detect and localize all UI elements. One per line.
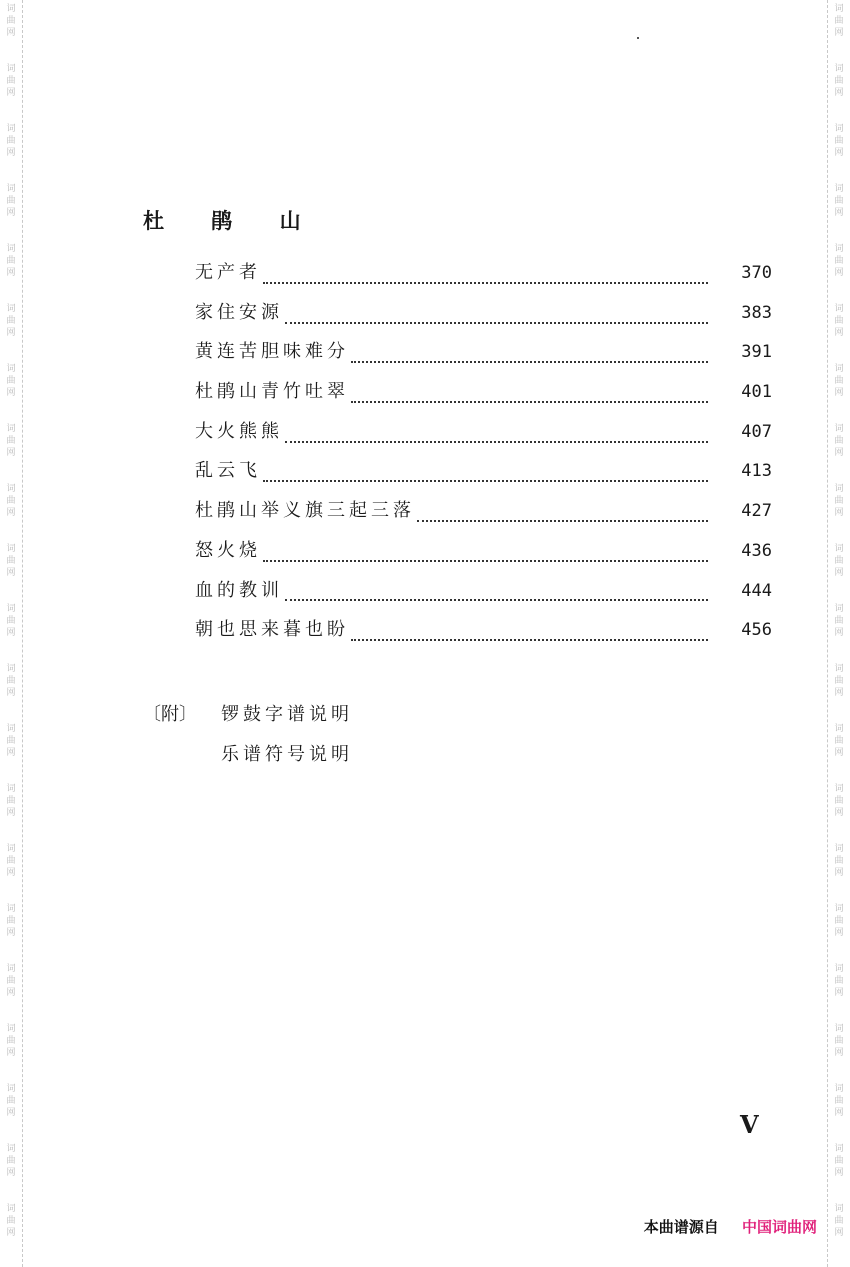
watermark-block [828, 963, 850, 999]
watermark-block [828, 1023, 850, 1059]
watermark-glyph: 词 [834, 64, 844, 74]
watermark-block [0, 363, 22, 399]
watermark-block [828, 603, 850, 639]
toc-entry-page: 444 [741, 580, 772, 601]
watermark-glyph: 词 [6, 124, 16, 134]
toc-leader-dots [285, 589, 708, 601]
toc-entry-title: 黄连苦胆味难分 [195, 341, 349, 363]
watermark-glyph: 网 [834, 208, 844, 218]
watermark-glyph: 曲 [834, 916, 844, 926]
watermark-glyph: 曲 [6, 436, 16, 446]
watermark-block [828, 663, 850, 699]
watermark-glyph: 词 [834, 1144, 844, 1154]
watermark-glyph: 曲 [6, 136, 16, 146]
watermark-glyph: 词 [834, 784, 844, 794]
watermark-glyph: 词 [834, 424, 844, 434]
watermark-glyph: 词 [834, 544, 844, 554]
toc-row[interactable] [195, 456, 772, 496]
watermark-glyph: 网 [6, 328, 16, 338]
toc-entry-page: 427 [741, 501, 772, 522]
page-numeral: V [740, 1110, 759, 1139]
watermark-glyph: 曲 [834, 1216, 844, 1226]
watermark-block [828, 1203, 850, 1239]
watermark-glyph: 词 [834, 1084, 844, 1094]
toc-entry-title: 血的教训 [195, 579, 283, 601]
appendix-line[interactable] [143, 700, 353, 740]
watermark-block [0, 243, 22, 279]
watermark-glyph: 曲 [834, 436, 844, 446]
watermark-glyph: 词 [6, 1204, 16, 1214]
watermark-glyph: 曲 [834, 1096, 844, 1106]
watermark-glyph: 词 [834, 964, 844, 974]
watermark-glyph: 网 [6, 1228, 16, 1238]
watermark-block [0, 63, 22, 99]
toc-row[interactable] [195, 258, 772, 298]
watermark-block [0, 663, 22, 699]
watermark-glyph: 网 [834, 508, 844, 518]
watermark-glyph: 曲 [834, 856, 844, 866]
watermark-glyph: 曲 [6, 1096, 16, 1106]
watermark-glyph: 曲 [6, 496, 16, 506]
watermark-glyph: 曲 [6, 76, 16, 86]
watermark-glyph: 词 [6, 544, 16, 554]
watermark-glyph: 词 [6, 904, 16, 914]
watermark-glyph: 网 [6, 988, 16, 998]
table-of-contents [195, 258, 772, 655]
watermark-block [0, 1023, 22, 1059]
watermark-block [0, 1203, 22, 1239]
watermark-glyph: 词 [834, 304, 844, 314]
toc-leader-dots [417, 510, 708, 522]
watermark-block [828, 123, 850, 159]
toc-entry-page: 383 [741, 302, 772, 323]
watermark-glyph: 词 [6, 1024, 16, 1034]
watermark-glyph: 词 [834, 664, 844, 674]
toc-entry-page: 413 [741, 461, 772, 482]
toc-row[interactable] [195, 536, 772, 576]
watermark-block [828, 783, 850, 819]
watermark-glyph: 词 [6, 964, 16, 974]
toc-entry-page: 391 [741, 342, 772, 363]
watermark-glyph: 曲 [6, 256, 16, 266]
watermark-block [0, 1143, 22, 1179]
watermark-glyph: 曲 [834, 16, 844, 26]
watermark-block [0, 543, 22, 579]
watermark-glyph: 网 [6, 208, 16, 218]
watermark-glyph: 曲 [834, 256, 844, 266]
watermark-glyph: 网 [834, 628, 844, 638]
watermark-glyph: 曲 [834, 556, 844, 566]
toc-entry-title: 乱云飞 [195, 460, 261, 482]
watermark-glyph: 曲 [834, 316, 844, 326]
watermark-glyph: 曲 [834, 676, 844, 686]
watermark-glyph: 网 [6, 88, 16, 98]
watermark-glyph: 网 [834, 988, 844, 998]
appendix-item: 锣鼓字谱说明 [221, 704, 353, 725]
watermark-glyph: 词 [834, 604, 844, 614]
watermark-glyph: 曲 [834, 76, 844, 86]
watermark-block [0, 603, 22, 639]
toc-entry-page: 401 [741, 382, 772, 403]
watermark-glyph: 网 [834, 1108, 844, 1118]
watermark-glyph: 网 [6, 1168, 16, 1178]
watermark-block [828, 423, 850, 459]
toc-entry-title: 杜鹃山青竹吐翠 [195, 381, 349, 403]
toc-row[interactable] [195, 417, 772, 457]
watermark-glyph: 词 [834, 364, 844, 374]
toc-entry-page: 407 [741, 421, 772, 442]
appendix [143, 700, 353, 780]
toc-entry-title: 大火熊熊 [195, 420, 283, 442]
watermark-glyph: 网 [6, 568, 16, 578]
appendix-label: 〔附〕 [143, 704, 197, 725]
toc-entry-title: 杜鹃山举义旗三起三落 [195, 500, 415, 522]
watermark-glyph: 网 [834, 328, 844, 338]
watermark-block [0, 1083, 22, 1119]
watermark-glyph: 网 [834, 448, 844, 458]
watermark-glyph: 网 [834, 268, 844, 278]
watermark-block [828, 1143, 850, 1179]
watermark-glyph: 网 [834, 808, 844, 818]
watermark-block [0, 783, 22, 819]
watermark-glyph: 曲 [6, 616, 16, 626]
watermark-glyph: 曲 [834, 1036, 844, 1046]
watermark-block [828, 483, 850, 519]
watermark-block [0, 963, 22, 999]
watermark-glyph: 词 [834, 124, 844, 134]
toc-leader-dots [285, 431, 708, 443]
toc-row[interactable] [195, 337, 772, 377]
watermark-glyph: 曲 [834, 496, 844, 506]
watermark-glyph: 曲 [6, 916, 16, 926]
watermark-glyph: 曲 [6, 796, 16, 806]
watermark-glyph: 曲 [834, 796, 844, 806]
section-title: 杜 鹃 山 [143, 209, 321, 233]
watermark-glyph: 曲 [6, 376, 16, 386]
watermark-glyph: 网 [6, 28, 16, 38]
appendix-item: 乐谱符号说明 [221, 744, 353, 765]
watermark-glyph: 词 [834, 1024, 844, 1034]
watermark-glyph: 网 [6, 628, 16, 638]
watermark-block [0, 303, 22, 339]
toc-entry-title: 无产者 [195, 262, 261, 283]
watermark-block [828, 843, 850, 879]
watermark-glyph: 曲 [834, 976, 844, 986]
watermark-glyph: 曲 [834, 736, 844, 746]
watermark-glyph: 网 [6, 688, 16, 698]
scan-speck [637, 37, 639, 39]
watermark-glyph: 词 [6, 364, 16, 374]
watermark-glyph: 词 [834, 484, 844, 494]
toc-leader-dots [351, 391, 708, 403]
watermark-glyph: 网 [6, 148, 16, 158]
toc-leader-dots [351, 629, 708, 641]
watermark-glyph: 曲 [6, 676, 16, 686]
watermark-glyph: 词 [6, 244, 16, 254]
toc-leader-dots [263, 470, 708, 482]
watermark-glyph: 网 [834, 28, 844, 38]
watermark-block [0, 483, 22, 519]
watermark-block [828, 183, 850, 219]
toc-entry-title: 朝也思来暮也盼 [195, 619, 349, 641]
toc-entry-page: 456 [741, 620, 772, 641]
watermark-block [828, 1083, 850, 1119]
watermark-glyph: 网 [834, 1168, 844, 1178]
watermark-glyph: 词 [834, 4, 844, 14]
watermark-glyph: 网 [834, 1048, 844, 1058]
watermark-glyph: 词 [6, 184, 16, 194]
watermark-glyph: 网 [834, 1228, 844, 1238]
watermark-glyph: 网 [834, 568, 844, 578]
appendix-line[interactable] [143, 740, 353, 780]
toc-row[interactable] [195, 298, 772, 338]
watermark-block [0, 423, 22, 459]
watermark-glyph: 网 [6, 868, 16, 878]
toc-entry-page: 436 [741, 540, 772, 561]
watermark-glyph: 网 [6, 928, 16, 938]
toc-entry-page: 370 [741, 263, 772, 283]
watermark-glyph: 网 [834, 928, 844, 938]
watermark-glyph: 曲 [834, 196, 844, 206]
watermark-glyph: 词 [6, 724, 16, 734]
watermark-glyph: 网 [6, 508, 16, 518]
watermark-block [0, 183, 22, 219]
toc-entry-title: 家住安源 [195, 301, 283, 323]
watermark-glyph: 词 [6, 1144, 16, 1154]
watermark-glyph: 网 [834, 148, 844, 158]
watermark-glyph: 曲 [834, 136, 844, 146]
watermark-glyph: 网 [6, 1108, 16, 1118]
watermark-glyph: 网 [834, 88, 844, 98]
watermark-block [0, 903, 22, 939]
watermark-glyph: 网 [834, 688, 844, 698]
watermark-block [0, 843, 22, 879]
watermark-glyph: 词 [834, 844, 844, 854]
watermark-glyph: 曲 [6, 1216, 16, 1226]
watermark-block [0, 123, 22, 159]
watermark-glyph: 词 [6, 484, 16, 494]
watermark-glyph: 词 [6, 4, 16, 14]
watermark-glyph: 词 [6, 844, 16, 854]
watermark-glyph: 词 [6, 1084, 16, 1094]
toc-leader-dots [263, 272, 708, 284]
toc-row[interactable] [195, 576, 772, 616]
watermark-glyph: 曲 [6, 1156, 16, 1166]
toc-leader-dots [285, 312, 708, 324]
toc-leader-dots [263, 550, 708, 562]
watermark-glyph: 曲 [6, 856, 16, 866]
watermark-glyph: 网 [834, 868, 844, 878]
toc-leader-dots [351, 351, 708, 363]
watermark-glyph: 网 [6, 808, 16, 818]
watermark-glyph: 词 [834, 904, 844, 914]
watermark-glyph: 曲 [834, 616, 844, 626]
watermark-block [828, 243, 850, 279]
watermark-glyph: 曲 [6, 736, 16, 746]
watermark-glyph: 曲 [6, 1036, 16, 1046]
source-site-link[interactable]: 中国词曲网 [741, 1218, 817, 1236]
watermark-glyph: 网 [6, 388, 16, 398]
watermark-glyph: 词 [6, 424, 16, 434]
watermark-glyph: 词 [834, 244, 844, 254]
toc-row[interactable] [195, 496, 772, 536]
watermark-glyph: 曲 [6, 16, 16, 26]
watermark-glyph: 网 [834, 388, 844, 398]
source-prefix: 本曲谱源自 [643, 1218, 719, 1236]
watermark-glyph: 网 [6, 268, 16, 278]
watermark-block [828, 303, 850, 339]
watermark-glyph: 词 [834, 184, 844, 194]
watermark-block [828, 3, 850, 39]
watermark-glyph: 曲 [6, 196, 16, 206]
watermark-glyph: 曲 [6, 976, 16, 986]
watermark-glyph: 词 [6, 604, 16, 614]
toc-row[interactable] [195, 377, 772, 417]
watermark-glyph: 曲 [834, 1156, 844, 1166]
watermark-glyph: 词 [834, 1204, 844, 1214]
watermark-glyph: 曲 [6, 316, 16, 326]
watermark-glyph: 词 [6, 64, 16, 74]
watermark-block [828, 363, 850, 399]
watermark-block [0, 3, 22, 39]
watermark-glyph: 网 [6, 448, 16, 458]
watermark-block [828, 63, 850, 99]
toc-row[interactable] [195, 615, 772, 655]
watermark-glyph: 词 [6, 304, 16, 314]
watermark-glyph: 词 [6, 784, 16, 794]
watermark-glyph: 网 [834, 748, 844, 758]
source-credit [644, 1216, 817, 1237]
watermark-glyph: 网 [6, 1048, 16, 1058]
watermark-glyph: 词 [6, 664, 16, 674]
watermark-block [0, 723, 22, 759]
watermark-block [828, 723, 850, 759]
watermark-block [828, 903, 850, 939]
toc-entry-title: 怒火烧 [195, 539, 261, 561]
watermark-glyph: 网 [6, 748, 16, 758]
watermark-glyph: 曲 [834, 376, 844, 386]
watermark-block [828, 543, 850, 579]
watermark-glyph: 曲 [6, 556, 16, 566]
watermark-glyph: 词 [834, 724, 844, 734]
